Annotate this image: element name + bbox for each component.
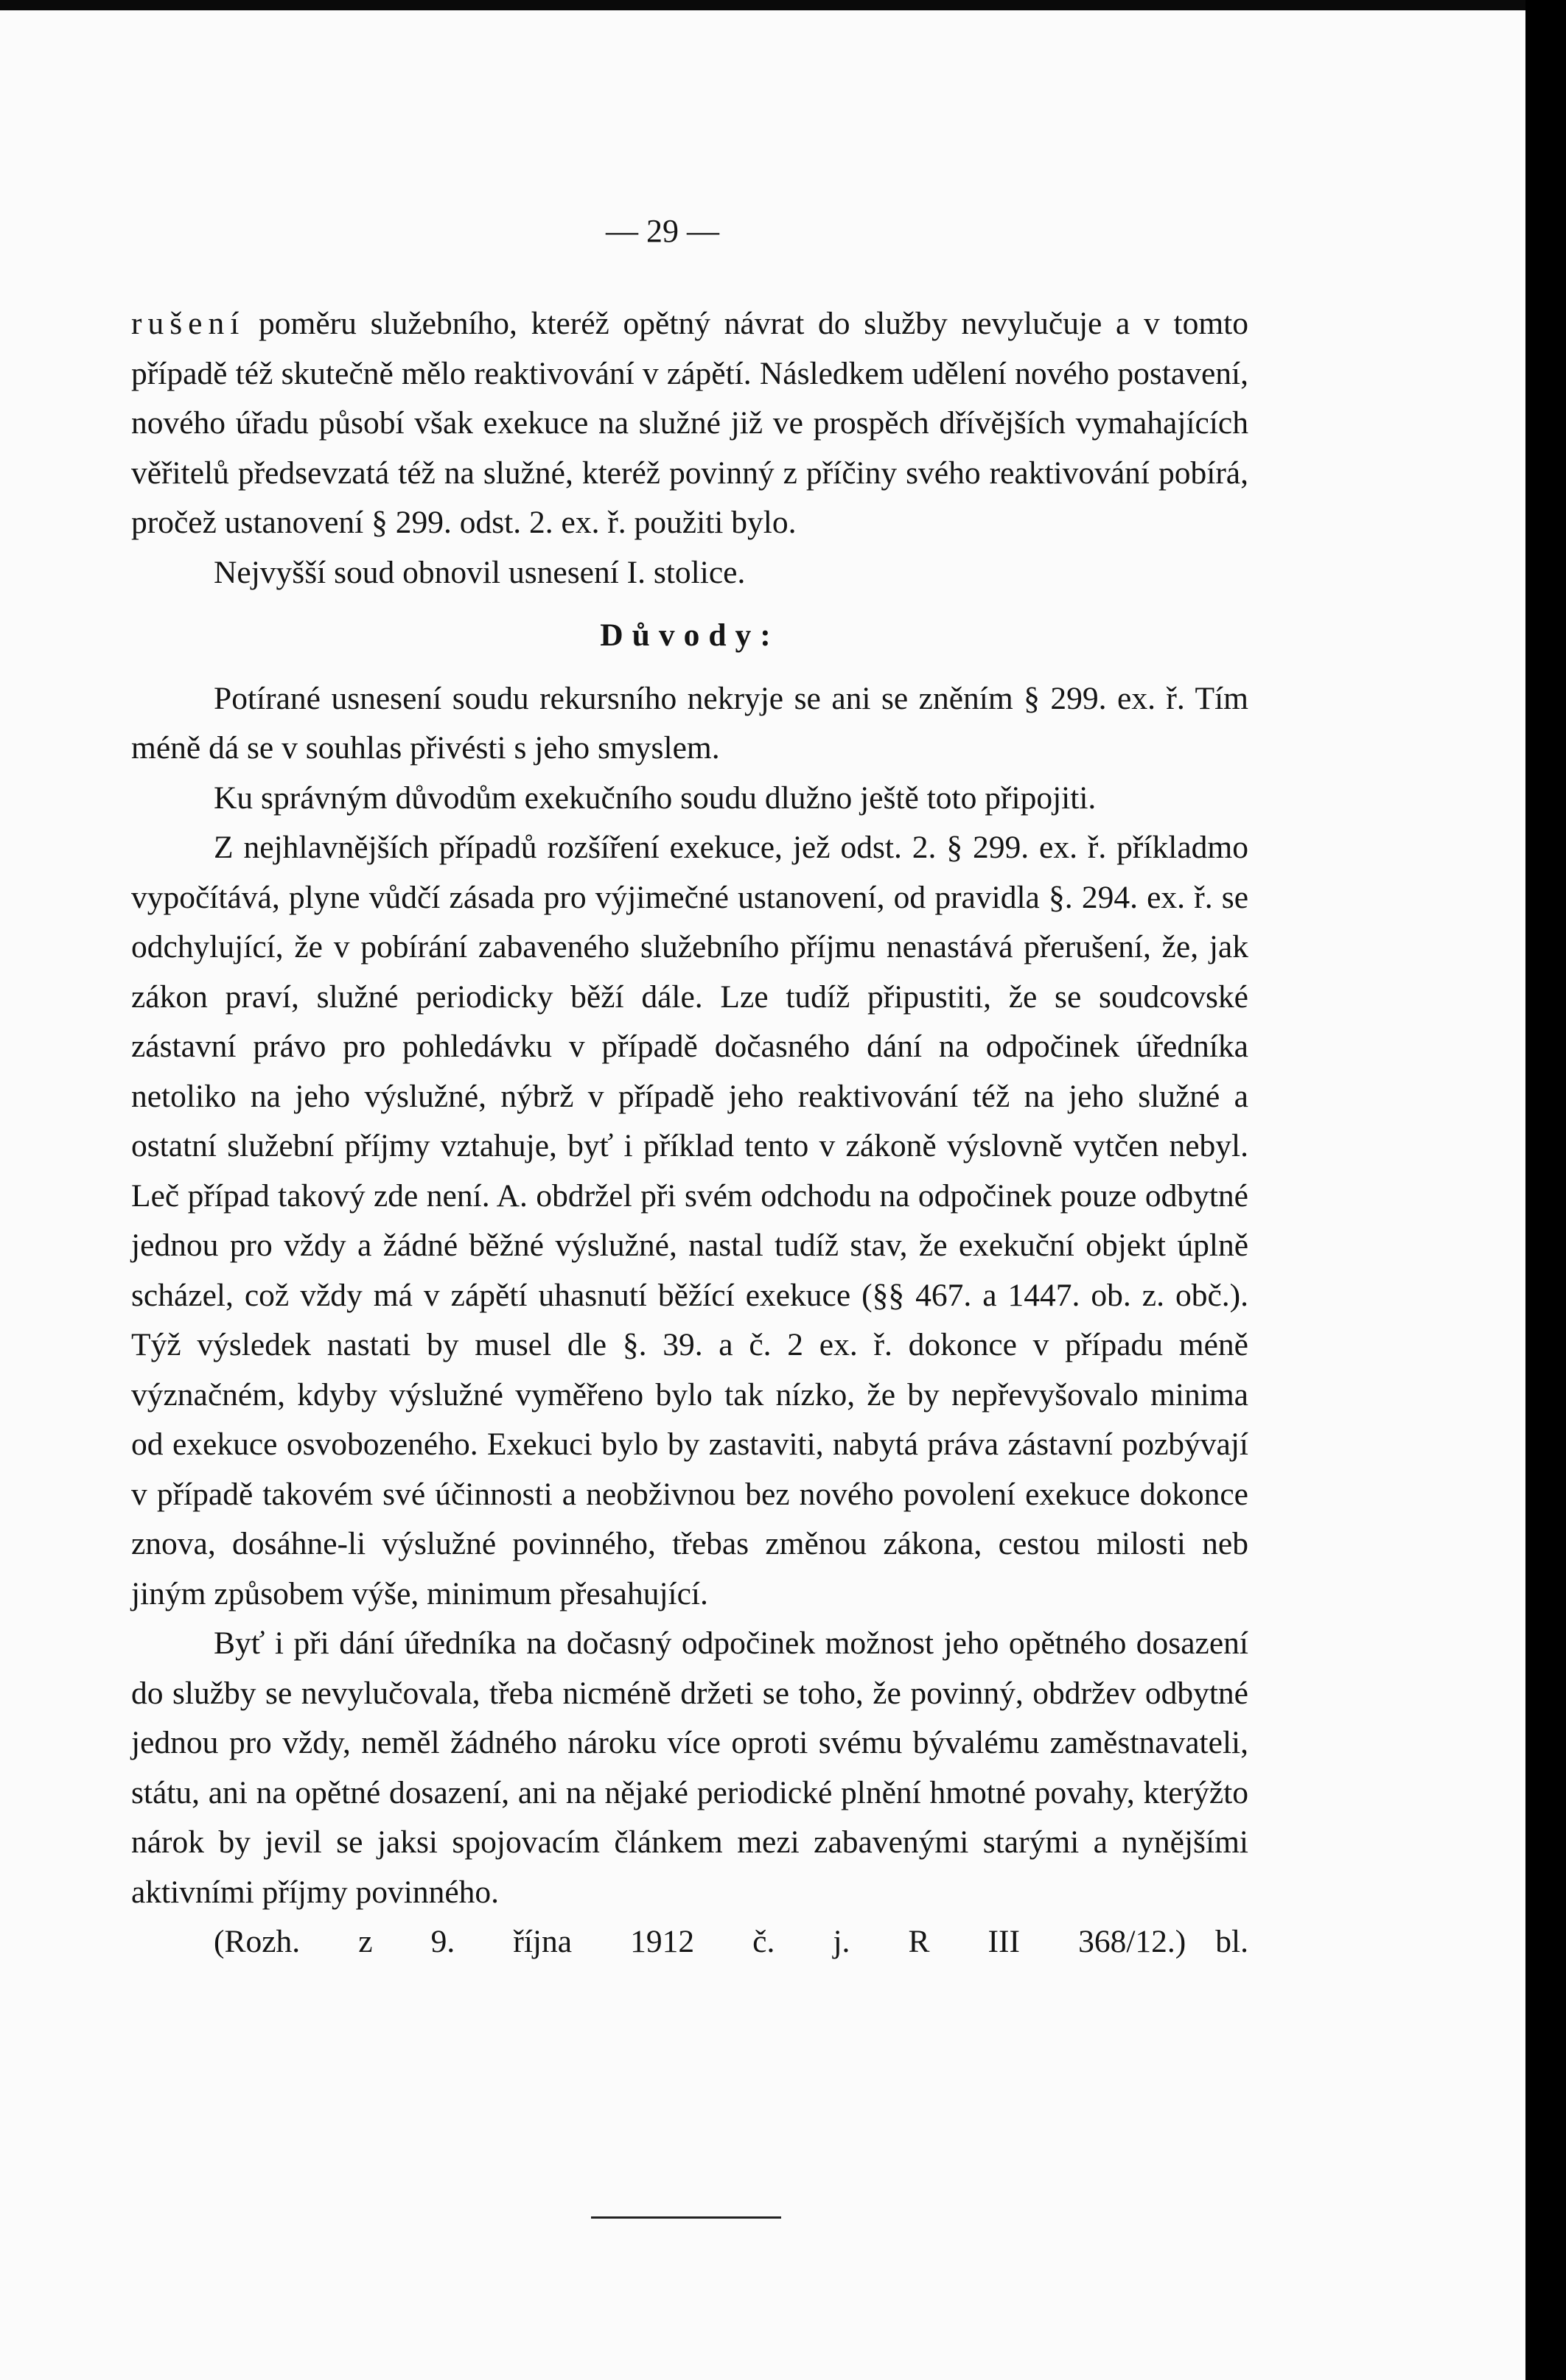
signature: bl. bbox=[1215, 1924, 1248, 1959]
emphasized-word: rušení bbox=[131, 306, 245, 341]
scan-border bbox=[1525, 0, 1566, 2380]
paragraph-5: Z nejhlavnějších případů rozšíření exekuce, jež odst. 2. § 299. ex. ř. příkladmo vypočítává, plyne vůdčí zásada pro výjimečné ustanovení, od pravidla §. 294. ex. ř. se odchylující, že v pobírání zabaveného služebního příjmu nenastává přerušení, že, jak zákon praví, služné periodicky běží dále. Lze tudíž připustiti, že se soudcovské zástavní právo pro pohledávku v případě dočasného dání na odpočinek úředníka netoliko na jeho výslužné, nýbrž v případě jeho reaktivování též na jeho služné a ostatní služební příjmy vztahuje, byť i příklad tento v zákoně výslovně vytčen nebyl. Leč případ takový zde není. A. obdržel při svém odchodu na odpočinek pouze odbytné jednou pro vždy a žádné běžné výslužné, nastal tudíž stav, že exekuční objekt úplně scházel, což vždy má v zápětí uhasnutí běžící exekuce (§§ 467. a 1447. ob. z. obč.). Týž výsledek nastati by musel dle §. 39. a č. 2 ex. ř. dokonce v případu méně význačném, kdyby výslužné vyměřeno bylo tak nízko, že by nepřevyšovalo minima od exekuce osvobozeného. Exekuci bylo by zastaviti, nabytá práva zástavní pozbývají v případě takovém své účinnosti a neobživnou bez nového povolení exekuce dokonce znova, dosáhne-li výslužné povinného, třebas změnou zákona, cestou milosti neb jiným způsobem výše, minimum přesahující. bbox=[131, 830, 1248, 1611]
paragraph-1 bbox=[131, 299, 1248, 548]
paragraph-2: Nejvyšší soud obnovil usnesení I. stolice. bbox=[214, 554, 746, 590]
citation: (Rozh. z 9. října 1912 č. j. R III 368/12.) bbox=[214, 1924, 1186, 1959]
paragraph-3: Potírané usnesení soudu rekursního nekryje se ani se zněním § 299. ex. ř. Tím méně dá se v souhlas přivésti s jeho smyslem. bbox=[131, 680, 1248, 766]
paragraph-6: Byť i při dání úředníka na dočasný odpočinek možnost jeho opětného dosazení do služby se nevylučovala, třeba nicméně držeti se toho, že povinný, obdržev odbytné jednou pro vždy, neměl žádného nároku více oproti svému bývalému zaměstnavateli, státu, ani na opětné dosazení, ani na nějaké periodické plnění hmotné povahy, kterýžto nárok by jevil se jaksi spojovacím článkem mezi zabavenými starými a nynějšími aktivními příjmy povinného. bbox=[131, 1625, 1248, 1910]
citation-line bbox=[131, 1917, 1248, 1967]
closing-rule bbox=[591, 2216, 781, 2219]
paragraph-1-text: poměru služebního, kteréž opětný návrat do služby nevylučuje a v tomto případě též skutečně mělo reaktivování v zápětí. Následkem udělení nového postavení, nového úřadu působí však exekuce na služné již ve prospěch dřívějších vymahajících věřitelů předsevzatá též na služné, kteréž povinný z příčiny svého reaktivování pobírá, pročež ustanovení § 299. odst. 2. ex. ř. použiti bylo. bbox=[131, 306, 1248, 540]
page-number: — 29 — bbox=[606, 213, 719, 249]
paragraph-4: Ku správným důvodům exekučního soudu dlužno ještě toto připojiti. bbox=[214, 780, 1097, 816]
page-body bbox=[131, 299, 1248, 1967]
section-heading: Důvody: bbox=[600, 617, 780, 653]
